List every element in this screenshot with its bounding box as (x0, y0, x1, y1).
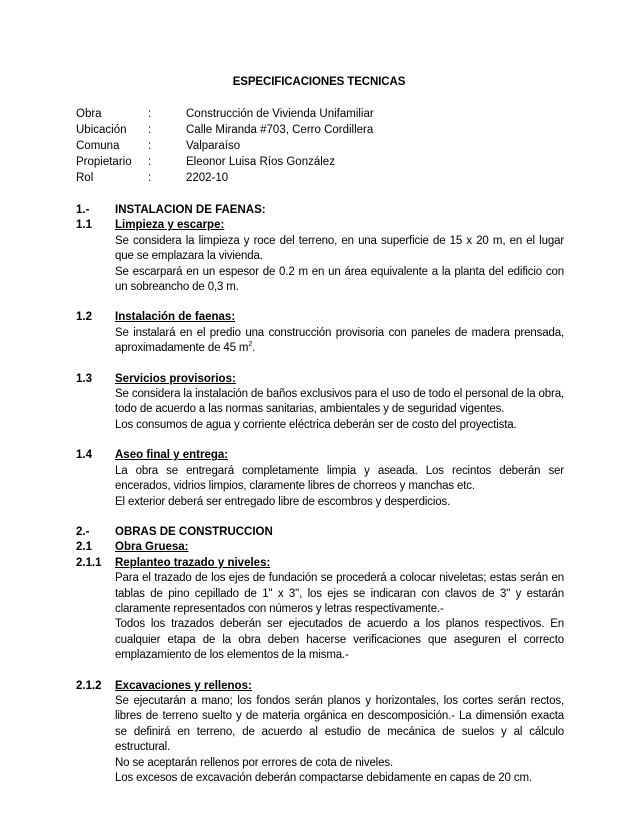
subsection-number: 1.1 (76, 219, 92, 232)
subsection-heading (76, 556, 564, 571)
subsection-number: 2.1 (76, 541, 92, 554)
subsection-number: 1.3 (76, 372, 92, 385)
paragraph: El exterior deberá ser entregado libre de escombros y desperdicios. (115, 495, 451, 508)
info-value: Valparaíso (186, 140, 241, 152)
info-row-ubicacion (76, 122, 374, 138)
paragraph: Para el trazado de los ejes de fundación se procederá a colocar niveletas; estas serán en tablas de pino cepillado de 1" x 3", los ejes se indicaran con clavos de 3" y estarán claramente representados con números y letras respectivamente.- (115, 572, 564, 615)
subsection-heading (76, 218, 564, 233)
paragraph: Los excesos de excavación deberán compactarse debidamente en capas de 20 cm. (115, 772, 532, 784)
section-heading (76, 525, 564, 540)
subsection-title: Replanteo trazado y niveles: (115, 556, 271, 569)
paragraph: Se ejecutarán a mano; los fondos serán planos y horizontales, los cortes serán rectos, libres de terreno suelto y de materia orgánica en descomposición.- La dimensión exacta se definirá en terreno, de acuerdo al estudio de mecánica de suelos y al cálculo estructural. (115, 694, 564, 754)
info-colon: : (148, 108, 152, 120)
paragraph: Todos los trazados deberán ser ejecutados de acuerdo a los planos respectivos. En cualquier etapa de la obra deben hacerse verificaciones que aseguren el correcto emplazamiento de los elementos de la misma.- (115, 618, 564, 662)
section-number: 2.- (76, 525, 90, 538)
subsection-title: Excavaciones y rellenos: (115, 679, 252, 692)
info-row-rol (76, 170, 374, 186)
paragraph: No se aceptarán rellenos por errores de cota de niveles. (115, 756, 393, 769)
subsection-number: 1.4 (76, 449, 92, 462)
subsection-number: 2.1.2 (76, 679, 102, 692)
info-row-obra (76, 106, 374, 122)
subsection-number: 2.1.1 (76, 556, 102, 569)
paragraph-end: . (252, 342, 256, 355)
section-number: 1.- (76, 204, 90, 216)
subsection-title: Instalación de faenas: (115, 311, 236, 324)
subsection-heading (76, 310, 564, 325)
info-colon: : (148, 140, 152, 152)
subsection-heading (76, 540, 564, 555)
subsection-title: Aseo final y entrega: (115, 449, 229, 462)
section-title: INSTALACION DE FAENAS: (115, 204, 266, 216)
info-value: 2202-10 (186, 172, 229, 184)
subsection-title: Limpieza y escarpe: (115, 219, 225, 232)
info-value: Calle Miranda #703, Cerro Cordillera (186, 124, 374, 136)
info-key: Ubicación (76, 124, 127, 136)
subsection-title: Servicios provisorios: (115, 372, 236, 385)
section-heading (76, 203, 564, 218)
info-colon: : (148, 124, 152, 136)
paragraph-text: Se instalará en el predio una construcción provisoria con paneles de madera prensada, aproximadamente de 45 m (115, 326, 564, 355)
subsection-heading (76, 448, 564, 463)
info-value: Eleonor Luisa Ríos González (186, 156, 335, 168)
info-colon: : (148, 172, 152, 184)
subsection-title: Obra Gruesa: (115, 541, 189, 554)
paragraph: Se considera la limpieza y roce del terreno, en una superficie de 15 x 20 m, en el lugar que se emplazara la vivienda. (115, 234, 564, 263)
info-key: Comuna (76, 140, 120, 152)
info-key: Rol (76, 172, 94, 184)
paragraph: Se considera la instalación de baños exclusivos para el uso de todo el personal de la obra, todo de acuerdo a las normas sanitarias, ambientales y de seguridad vigentes. (115, 388, 564, 416)
section-title: OBRAS DE CONSTRUCCION (115, 525, 273, 538)
info-value: Construcción de Vivienda Unifamiliar (186, 108, 374, 120)
paragraph: Se escarpará en un espesor de 0.2 m en un área equivalente a la planta del edificio con un sobreancho de 0,3 m. (115, 265, 564, 294)
info-row-propietario (76, 154, 374, 170)
paragraph (115, 326, 564, 357)
info-row-comuna (76, 138, 374, 154)
document-title: ESPECIFICACIONES TECNICAS (232, 76, 406, 88)
project-info (76, 106, 374, 186)
info-key: Obra (76, 108, 102, 120)
subsection-heading (76, 372, 564, 387)
document-body (76, 203, 564, 786)
paragraph: Los consumos de agua y corriente eléctrica deberán ser de costo del proyectista. (115, 418, 517, 431)
subsection-heading (76, 679, 564, 694)
subsection-number: 1.2 (76, 311, 92, 324)
superscript: 2 (248, 341, 253, 349)
paragraph: La obra se entregará completamente limpia y aseada. Los recintos deberán ser encerados, vidrios limpios, claramente libres de chorreos y manchas etc. (115, 464, 564, 493)
info-key: Propietario (76, 156, 132, 168)
info-colon: : (148, 156, 152, 168)
